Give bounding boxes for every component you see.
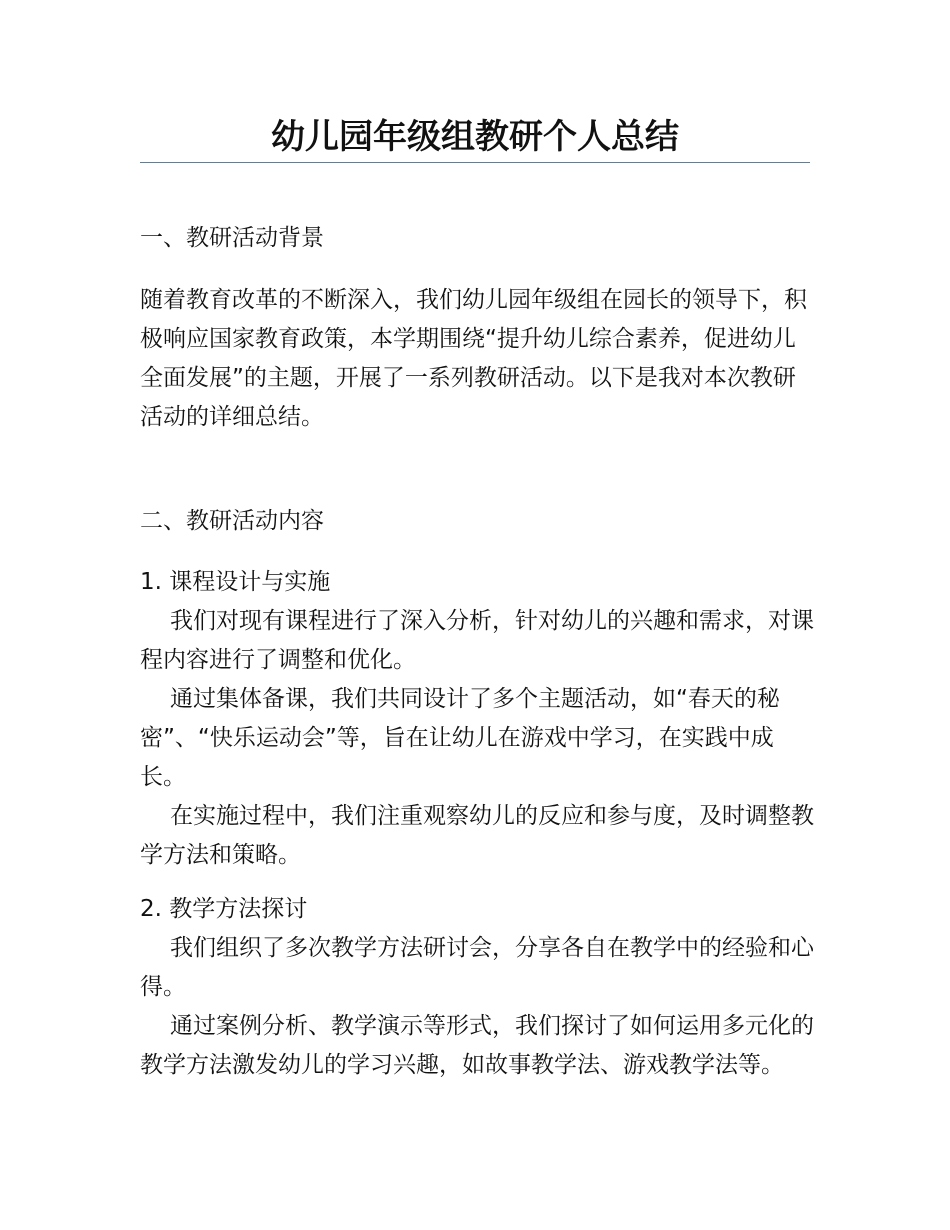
paragraph-text: 随着教育改革的不断深入，我们幼儿园年级组在园长的领导下，积极响应国家教育政策，本学期围绕“提升幼儿综合素养，促进幼儿全面发展”的主题，开展了一系列教研活动。以下是我对本次教研活动的详细总结。 [140,287,807,430]
document-title: 幼儿园年级组教研个人总结 [271,117,679,157]
subsection-heading: 2. 教学方法探讨 [140,896,308,922]
subsection-point: 我们组织了多次教学方法研讨会，分享各自在教学中的经验和心得。 [140,935,814,1000]
subsection-heading: 1. 课程设计与实施 [140,569,331,595]
section1-heading: 一、教研活动背景 [140,225,324,251]
subsection-teaching-methods [140,890,815,1085]
subsection-course-design [140,563,815,875]
subsection-point: 通过案例分析、教学演示等形式，我们探讨了如何运用多元化的教学方法激发幼儿的学习兴趣，如故事教学法、游戏教学法等。 [140,1013,814,1078]
subsection-point: 我们对现有课程进行了深入分析，针对幼儿的兴趣和需求，对课程内容进行了调整和优化。 [140,608,814,673]
section1-paragraph [140,281,815,437]
subsection-point: 在实施过程中，我们注重观察幼儿的反应和参与度，及时调整教学方法和策略。 [140,803,814,868]
section2-heading: 二、教研活动内容 [140,508,324,534]
subsection-point: 通过集体备课，我们共同设计了多个主题活动，如“春天的秘密”、“快乐运动会”等，旨在让幼儿在游戏中学习，在实践中成长。 [140,686,780,790]
title-underline [140,162,810,163]
